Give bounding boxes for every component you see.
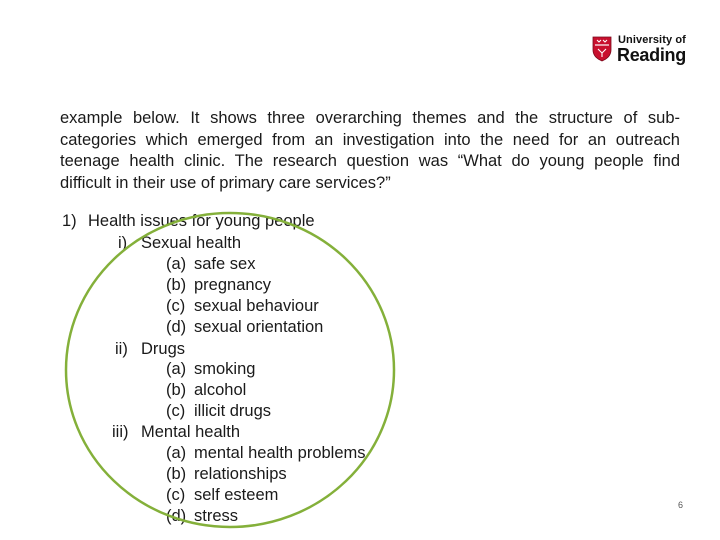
category-label: sexual behaviour (194, 297, 319, 315)
category-label: mental health problems (194, 444, 366, 462)
paragraph-line: categories which emerged from an investigation into the need for an outreach (60, 130, 680, 149)
category-label: pregnancy (194, 276, 272, 294)
category-number: (d) (166, 507, 187, 525)
category-number: (c) (166, 486, 186, 504)
logo-line-2: Reading (617, 45, 686, 65)
paragraph-line: example below. It shows three overarching themes and the structure of sub- (60, 109, 680, 127)
category-number: (b) (166, 465, 187, 483)
subtheme-label: Mental health (141, 423, 241, 441)
category-label: sexual orientation (194, 318, 324, 336)
category-label: alcohol (194, 381, 247, 399)
category-label: smoking (194, 360, 256, 378)
paragraph-line: difficult in their use of primary care services?” (60, 173, 391, 192)
category-label: safe sex (194, 255, 256, 273)
category-number: (a) (166, 444, 187, 462)
category-label: illicit drugs (194, 402, 272, 420)
category-number: (a) (166, 255, 187, 273)
page-number: 6 (678, 500, 684, 510)
theme-number: 1) (62, 212, 77, 230)
category-number: (a) (166, 360, 187, 378)
category-number: (b) (166, 276, 187, 294)
subtheme-label: Sexual health (141, 234, 241, 252)
university-logo (592, 34, 692, 66)
category-number: (d) (166, 318, 187, 336)
theme-label: Health issues for young people (88, 212, 315, 230)
paragraph-line: teenage health clinic. The research question was “What do young people find (60, 152, 680, 170)
category-number: (c) (166, 297, 186, 315)
subtheme-label: Drugs (141, 340, 186, 358)
category-label: self esteem (194, 486, 279, 504)
shield-crest-icon (592, 36, 612, 62)
subtheme-number: i) (118, 234, 128, 252)
category-number: (c) (166, 402, 186, 420)
subtheme-number: iii) (112, 423, 129, 441)
logo-line-1: University of (618, 34, 686, 46)
intro-paragraph (60, 108, 680, 194)
category-label: relationships (194, 465, 287, 483)
category-number: (b) (166, 381, 187, 399)
category-label: stress (194, 507, 239, 525)
subtheme-number: ii) (115, 340, 128, 358)
